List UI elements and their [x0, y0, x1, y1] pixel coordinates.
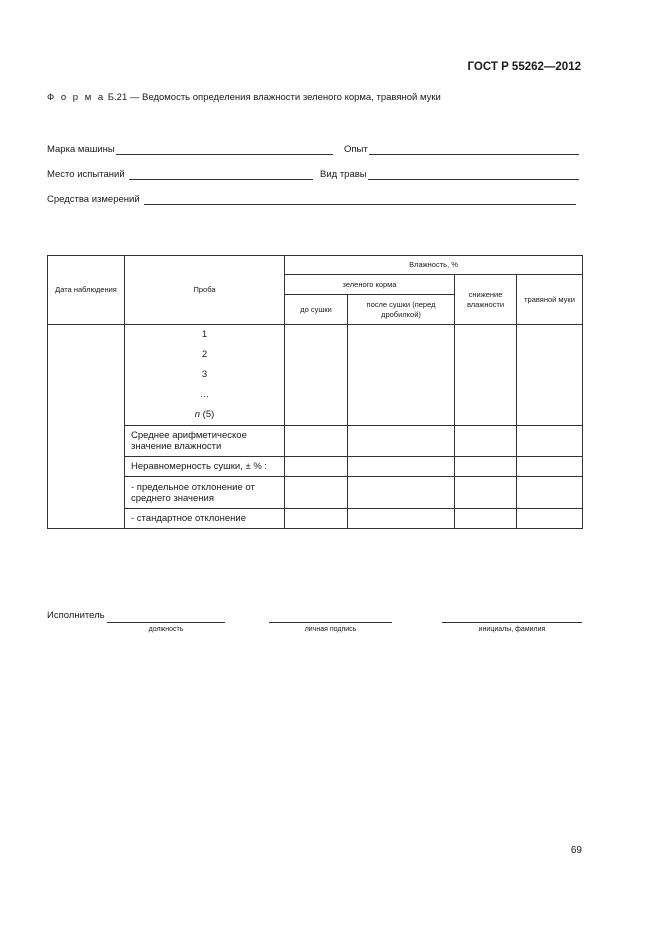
maxdev-meal-cell[interactable]: [517, 477, 583, 509]
form-title: [47, 92, 441, 103]
test-place-field: [47, 168, 313, 180]
maxdev-after-cell[interactable]: [348, 477, 455, 509]
test-place-label: Место испытаний: [47, 169, 125, 180]
before-drying-cell[interactable]: [285, 325, 348, 426]
grass-meal-cell[interactable]: [517, 325, 583, 426]
samples-cell: [125, 325, 285, 426]
sample-ellipsis: …: [199, 389, 210, 400]
row-unevenness-label: Неравномерность сушки, ± % :: [125, 457, 285, 477]
date-cell[interactable]: [48, 325, 125, 529]
mean-after-cell[interactable]: [348, 426, 455, 457]
col-date-header: Дата наблюдения: [48, 256, 125, 325]
measuring-tools-label: Средства измерений: [47, 194, 140, 205]
experiment-field: [344, 143, 579, 155]
sample-n: [125, 405, 284, 425]
experiment-label: Опыт: [344, 144, 368, 155]
name-line[interactable]: [442, 622, 582, 623]
row-max-dev-label: - предельное отклонение от среднего значения: [125, 477, 285, 509]
measuring-tools-field: [47, 193, 576, 205]
caption-signature: личная подпись: [304, 626, 357, 633]
measuring-tools-line[interactable]: [144, 193, 576, 205]
signature-line[interactable]: [269, 622, 392, 623]
maxdev-drop-cell[interactable]: [455, 477, 517, 509]
col-humidity-drop-header: снижение влажности: [455, 275, 517, 325]
machine-brand-line[interactable]: [116, 143, 333, 155]
stddev-before-cell[interactable]: [285, 509, 348, 529]
sample-n-var: n: [194, 409, 201, 420]
grass-type-line[interactable]: [368, 168, 579, 180]
uneven-drop-cell[interactable]: [455, 457, 517, 477]
position-line[interactable]: [107, 622, 225, 623]
uneven-meal-cell[interactable]: [517, 457, 583, 477]
mean-meal-cell[interactable]: [517, 426, 583, 457]
sample-2: 2: [201, 349, 208, 360]
col-sample-header: Проба: [125, 256, 285, 325]
form-title-prefix: Ф о р м а: [47, 92, 106, 103]
row-std-dev-label: - стандартное отклонение: [125, 509, 285, 529]
grass-type-field: [320, 168, 579, 180]
sample-1: 1: [201, 329, 208, 340]
row-mean-label: Среднее арифметическое значение влажности: [125, 426, 285, 457]
humidity-table: [47, 255, 583, 529]
col-before-drying-header: до сушки: [285, 295, 348, 325]
experiment-line[interactable]: [369, 143, 579, 155]
machine-brand-label: Марка машины: [47, 144, 115, 155]
caption-name: инициалы, фамилия: [478, 626, 546, 633]
sample-3: 3: [201, 369, 208, 380]
after-drying-cell[interactable]: [348, 325, 455, 426]
mean-before-cell[interactable]: [285, 426, 348, 457]
test-place-line[interactable]: [129, 168, 313, 180]
uneven-before-cell[interactable]: [285, 457, 348, 477]
machine-brand-field: [47, 143, 333, 155]
col-grass-meal-header: травяной муки: [517, 275, 583, 325]
grass-type-label: Вид травы: [320, 169, 367, 180]
standard-number: ГОСТ Р 55262—2012: [467, 61, 581, 73]
stddev-drop-cell[interactable]: [455, 509, 517, 529]
maxdev-before-cell[interactable]: [285, 477, 348, 509]
stddev-meal-cell[interactable]: [517, 509, 583, 529]
mean-drop-cell[interactable]: [455, 426, 517, 457]
humidity-drop-cell[interactable]: [455, 325, 517, 426]
page-number: 69: [570, 845, 582, 856]
col-humidity-header: Влажность, %: [285, 256, 583, 275]
stddev-after-cell[interactable]: [348, 509, 455, 529]
executor-label: Исполнитель: [47, 610, 105, 621]
caption-position: должность: [148, 626, 184, 633]
uneven-after-cell[interactable]: [348, 457, 455, 477]
form-title-text: Б.21 — Ведомость определения влажности зеленого корма, травяной муки: [105, 92, 441, 103]
col-after-drying-header: после сушки (перед дробилкой): [348, 295, 455, 325]
col-green-feed-header: зеленого корма: [285, 275, 455, 295]
sample-n-count: (5): [200, 409, 215, 420]
